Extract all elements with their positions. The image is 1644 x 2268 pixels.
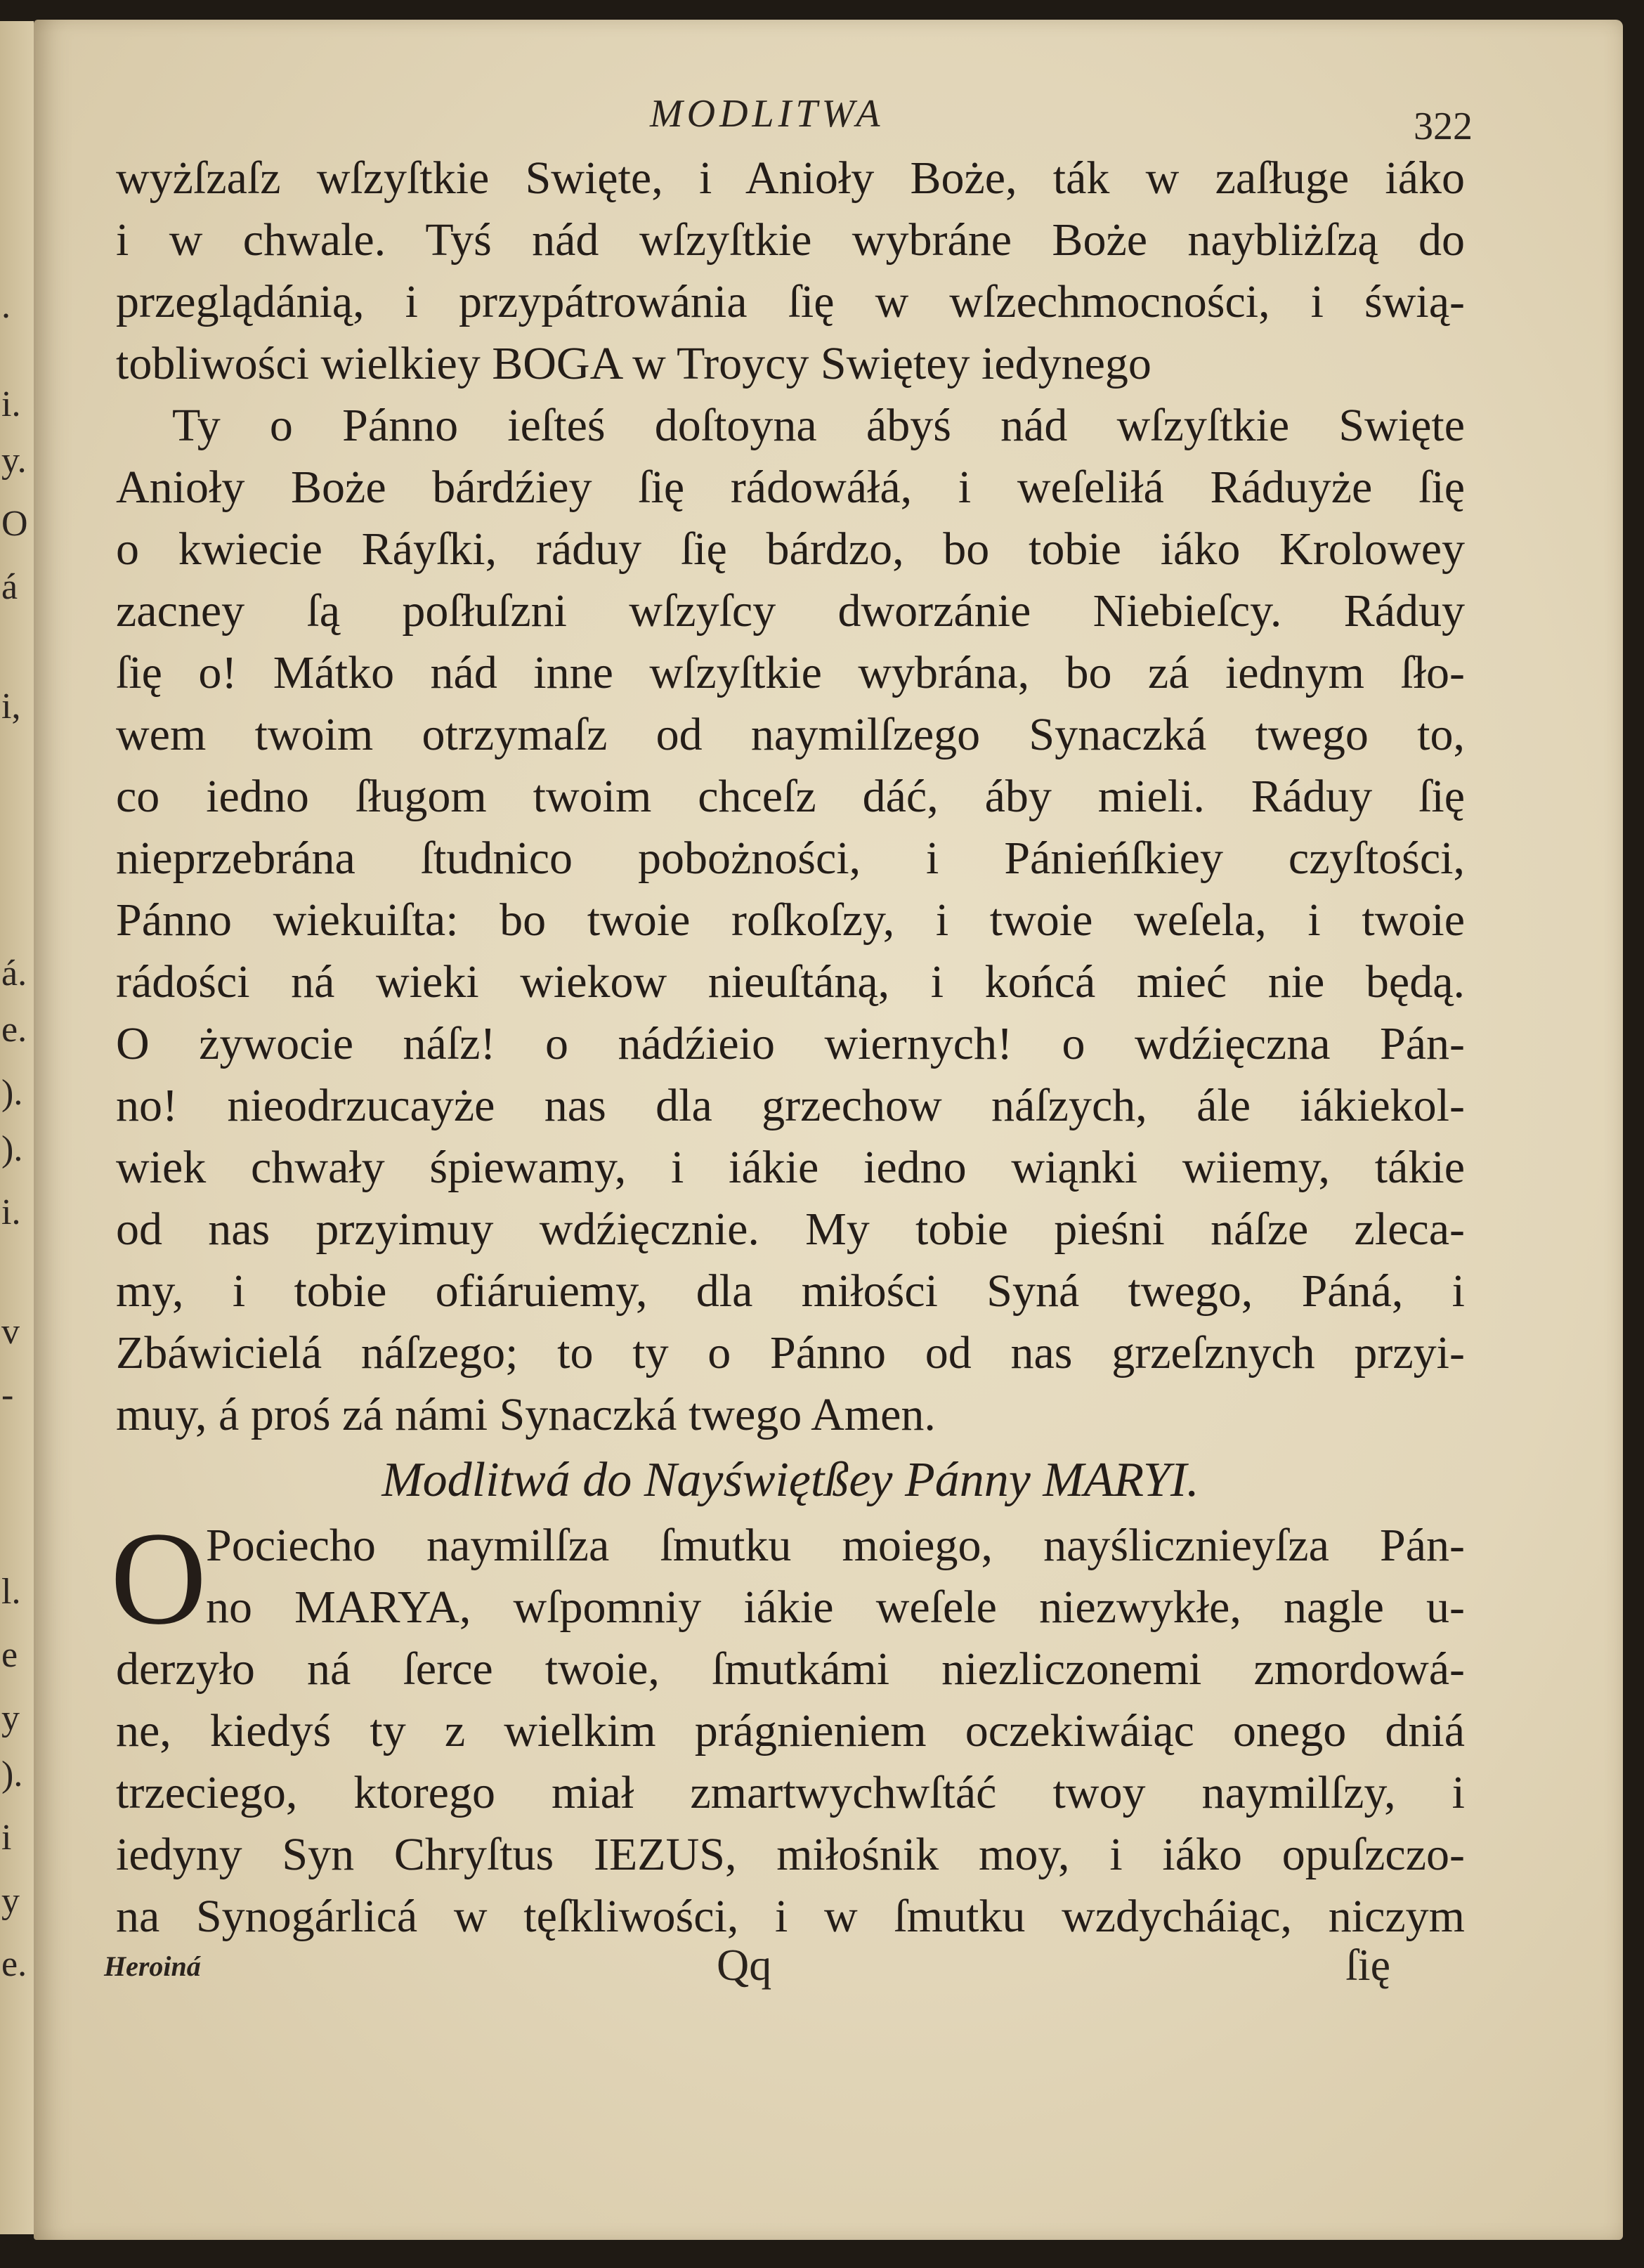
page-number: 322 [1414,105,1473,148]
text-line: o kwiecie Ráyſki, ráduy ſię bárdzo, bo tobie iáko Krolowey [116,523,1465,575]
text-line: no! nieodrzucayże nas dla grzechow náſzych, ále iákiekol- [116,1080,1465,1131]
text-line: od nas przyimuy wdźięcznie. My tobie pieśni náſze zleca- [116,1204,1465,1255]
margin-letter: y [1,1698,20,1738]
margin-letter: e. [1,1010,27,1050]
text-line: iedyny Syn Chryſtus IEZUS, miłośnik moy, i iáko opuſzczo- [116,1829,1465,1880]
margin-letter: i. [1,1192,21,1232]
margin-letter: i. [1,384,21,424]
previous-page-edge [0,21,34,2234]
text-line: wyżſzaſz wſzyſtkie Swięte, i Anioły Boże, ták w zaſługe iáko [116,152,1465,204]
margin-letter: ). [1,1129,23,1169]
text-line: muy, á proś zá námi Synaczká twego Amen. [116,1389,936,1440]
margin-letter: i, [1,686,21,726]
text-line: Pánno wiekuiſta: bo twoie roſkoſzy, i twoie weſela, i twoie [116,894,1465,946]
text-line: wem twoim otrzymaſz od naymilſzego Synaczká twego to, [116,709,1465,760]
text-line: tobliwości wielkiey BOGA w Troycy Swiętey iedynego [116,338,1152,389]
text-line: zacney ſą poſłuſzni wſzyſcy dworzánie Niebieſcy. Ráduy [116,585,1465,637]
text-line: derzyło ná ſerce twoie, ſmutkámi niezliczonemi zmordowá- [116,1643,1465,1695]
text-line: Anioły Boże bárdźiey ſię rádowáłá, i weſeliłá Ráduyże ſię [116,462,1465,513]
running-title: MODLITWA [650,92,885,136]
text-line: Zbáwicielá náſzego; to ty o Pánno od nas grzeſznych przyi- [116,1327,1465,1379]
margin-letter: y [1,1881,20,1921]
text-line: Pociecho naymilſza ſmutku moiego, nayślicznieyſza Pán- [206,1520,1465,1571]
margin-letter: O [1,504,28,544]
text-line: rádości ná wieki wiekow nieuſtáną, i końcá mieć nie będą. [116,956,1465,1008]
text-line: nieprzebrána ſtudnico pobożności, i Pánieńſkiey czyſtości, [116,833,1465,884]
text-line: przeglądánią, i przypátrowánia ſię w wſzechmocności, i świą- [116,276,1465,327]
prayer-paragraph [110,1505,1465,1948]
body-text [110,148,1465,1948]
margin-letter: i [1,1818,12,1858]
text-line: O żywocie náſz! o nádźieio wiernych! o wdźięczna Pán- [116,1018,1465,1069]
margin-letter: e. [1,1944,27,1984]
margin-letter: y. [1,441,27,481]
text-line: co iedno ſługom twoim chceſz dáć, áby mieli. Ráduy ſię [116,771,1465,822]
signature-mark: Qq [717,1940,772,1990]
margin-letter: á. [1,953,27,993]
margin-letter: e [1,1635,18,1675]
text-line: no MARYA, wſpomniy iákie weſele niezwykłe, nagle u- [206,1582,1465,1633]
text-line: na Synogárlicá w tęſkliwości, i w ſmutku wzdycháiąc, niczym [116,1891,1465,1942]
text-line: wiek chwały śpiewamy, i iákie iedno wiąnki wiiemy, tákie [116,1142,1465,1193]
text-line: trzeciego, ktorego miał zmartwychwſtáć twoy naymilſzy, i [116,1767,1465,1818]
drop-cap-initial: O [110,1505,207,1653]
margin-letter: - [1,1375,14,1415]
text-line: Ty o Pánno ieſteś doſtoyna ábyś nád wſzyſtkie Swięte [172,400,1465,451]
margin-letter: v [1,1312,20,1352]
margin-letter: ). [1,1073,23,1113]
margin-letter: l. [1,1572,21,1612]
catchword: ſię [1345,1940,1390,1990]
margin-letter: á [1,567,18,607]
margin-letter: ). [1,1754,23,1794]
text-line: ſię o! Mátko nád inne wſzyſtkie wybrána, bo zá iednym ſło- [116,647,1465,698]
margin-letter: . [1,286,11,326]
text-line: ne, kiedyś ty z wielkim prágnieniem oczekiwáiąc onego dniá [116,1705,1465,1757]
section-heading: Modlitwá do Nayświętßey Pánny MARYI. [381,1453,1199,1507]
text-line: my, i tobie ofiáruiemy, dla miłości Syná twego, Páná, i [116,1265,1465,1317]
text-line: i w chwale. Tyś nád wſzyſtkie wybráne Boże naybliżſzą do [116,214,1465,266]
signature-word: Heroiná [104,1950,201,1982]
